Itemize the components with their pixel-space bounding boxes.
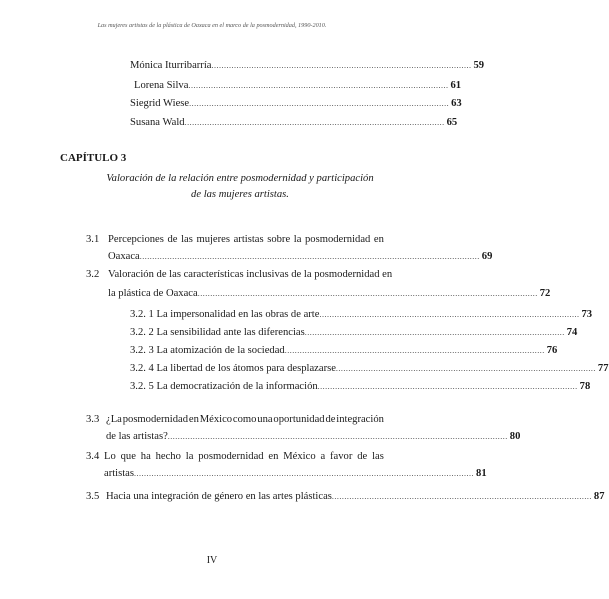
word: Percepciones: [108, 234, 164, 245]
toc-entry-siegrid[interactable]: [130, 98, 462, 109]
section-3-5-line[interactable]: [106, 491, 605, 502]
toc-page-number: 80: [509, 431, 521, 442]
section-3-1-line2[interactable]: [108, 251, 493, 262]
toc-entry-label: 3.2. 5 La democratización de la información: [130, 381, 318, 392]
word: que: [120, 451, 136, 462]
word: una: [257, 414, 273, 425]
leader-dots: ........................................................................................................: [304, 328, 565, 337]
word: favor: [330, 451, 353, 462]
word: a: [320, 451, 326, 462]
page-number: IV: [206, 555, 218, 566]
toc-entry-label: Susana Wald: [130, 117, 185, 128]
leader-dots: ........................................................................................................: [284, 346, 545, 355]
subsection-3-2-2[interactable]: [130, 327, 578, 338]
toc-entry-label: 3.2. 2 La sensibilidad ante las diferencias: [130, 327, 305, 338]
toc-page-number: 59: [473, 60, 485, 71]
word: ha: [140, 451, 151, 462]
section-3-3-line1[interactable]: [106, 414, 384, 425]
section-3-2-line1: Valoración de las características inclusivas de la posmodernidad en: [108, 269, 393, 280]
toc-page-number: 72: [539, 288, 551, 299]
word: México: [283, 451, 316, 462]
leader-dots: ........................................................................................................: [317, 382, 578, 391]
word: ¿La: [106, 414, 122, 425]
word: artistas: [233, 234, 264, 245]
toc-entry-label: 3.2. 1 La impersonalidad en las obras de arte: [130, 309, 320, 320]
chapter-subtitle-line2: de las mujeres artistas.: [191, 189, 289, 200]
toc-entry-label: 3.2. 4 La libertad de los átomos para desplazarse: [130, 363, 336, 374]
toc-entry-label: Lorena Silva: [134, 80, 189, 91]
chapter-title: CAPÍTULO 3: [60, 152, 127, 164]
toc-entry-label: Mónica Iturribarría: [130, 60, 212, 71]
word: en: [268, 451, 279, 462]
leader-dots: ........................................................................................................................................: [134, 469, 475, 478]
toc-page-number: 87: [593, 491, 605, 502]
leader-dots: ........................................................................................................: [188, 81, 449, 90]
leader-dots: ........................................................................................................................................: [167, 432, 508, 441]
word: Lo: [104, 451, 116, 462]
word: de: [325, 414, 336, 425]
leader-dots: ........................................................................................................: [319, 310, 580, 319]
word: México: [199, 414, 233, 425]
word: las: [181, 234, 193, 245]
chapter-subtitle-line1: Valoración de la relación entre posmodernidad y participación: [106, 173, 374, 184]
toc-entry-monica[interactable]: [130, 60, 485, 71]
section-3-4-line2[interactable]: [104, 468, 487, 479]
section-number: 3.4: [86, 451, 100, 462]
toc-entry-label: Siegrid Wiese: [130, 98, 190, 109]
word: integración: [336, 414, 384, 425]
toc-page-number: 69: [481, 251, 493, 262]
subsection-3-2-3[interactable]: [130, 345, 558, 356]
toc-page-number: 74: [566, 327, 578, 338]
toc-entry-label: 3.2. 3 La atomización de la sociedad: [130, 345, 285, 356]
toc-page-number: 81: [476, 468, 487, 479]
toc-entry-label: Hacia una integración de género en las artes plásticas: [106, 491, 332, 502]
word: posmodernidad: [198, 451, 264, 462]
leader-dots: ........................................................................................................: [184, 118, 445, 127]
word: de: [167, 234, 178, 245]
leader-dots: ........................................................................................................: [211, 61, 472, 70]
leader-dots: ........................................................................................................................................: [139, 252, 480, 261]
word: posmodernidad: [122, 414, 189, 425]
word: como: [232, 414, 257, 425]
toc-page-number: 78: [579, 381, 591, 392]
word: posmodernidad: [305, 234, 371, 245]
toc-page-number: 63: [451, 98, 462, 109]
leader-dots: ........................................................................................................: [189, 99, 450, 108]
section-3-3-line2[interactable]: [106, 431, 521, 442]
word: de: [357, 451, 368, 462]
word: la: [293, 234, 302, 245]
section-number: 3.3: [86, 414, 100, 425]
toc-page-number: 61: [450, 80, 462, 91]
leader-dots: ........................................................................................................: [335, 364, 596, 373]
word: en: [373, 234, 384, 245]
toc-page-number: 73: [581, 309, 593, 320]
subsection-3-2-5[interactable]: [130, 381, 591, 392]
toc-page-number: 76: [546, 345, 558, 356]
subsection-3-2-4[interactable]: [130, 363, 609, 374]
section-number: 3.2: [86, 269, 100, 280]
toc-entry-label: de las artistas?: [106, 431, 168, 442]
section-3-4-line1[interactable]: [104, 451, 384, 462]
word: mujeres: [196, 234, 230, 245]
word: sobre: [267, 234, 291, 245]
word: oportunidad: [273, 414, 325, 425]
word: la: [185, 451, 194, 462]
word: las: [372, 451, 384, 462]
toc-entry-label: la plástica de Oaxaca: [108, 288, 198, 299]
leader-dots: ........................................................................................................: [331, 492, 592, 501]
toc-page-number: 65: [446, 117, 458, 128]
section-number: 3.5: [86, 491, 100, 502]
toc-entry-lorena[interactable]: [134, 80, 462, 91]
section-number: 3.1: [86, 234, 100, 245]
toc-entry-susana[interactable]: [130, 117, 458, 128]
leader-dots: ........................................................................................................................................: [197, 289, 538, 298]
toc-entry-label: Oaxaca: [108, 251, 140, 262]
word: hecho: [155, 451, 181, 462]
section-3-1-line1[interactable]: [108, 234, 384, 245]
toc-entry-label: artistas: [104, 468, 135, 479]
running-header: Las mujeres artistas de la plástica de Oaxaca en el marco de la posmodernidad, 1990-2010.: [97, 22, 327, 29]
toc-page-number: 77: [597, 363, 609, 374]
section-3-2-line2[interactable]: [108, 288, 551, 299]
word: en: [188, 414, 199, 425]
subsection-3-2-1[interactable]: [130, 309, 593, 320]
